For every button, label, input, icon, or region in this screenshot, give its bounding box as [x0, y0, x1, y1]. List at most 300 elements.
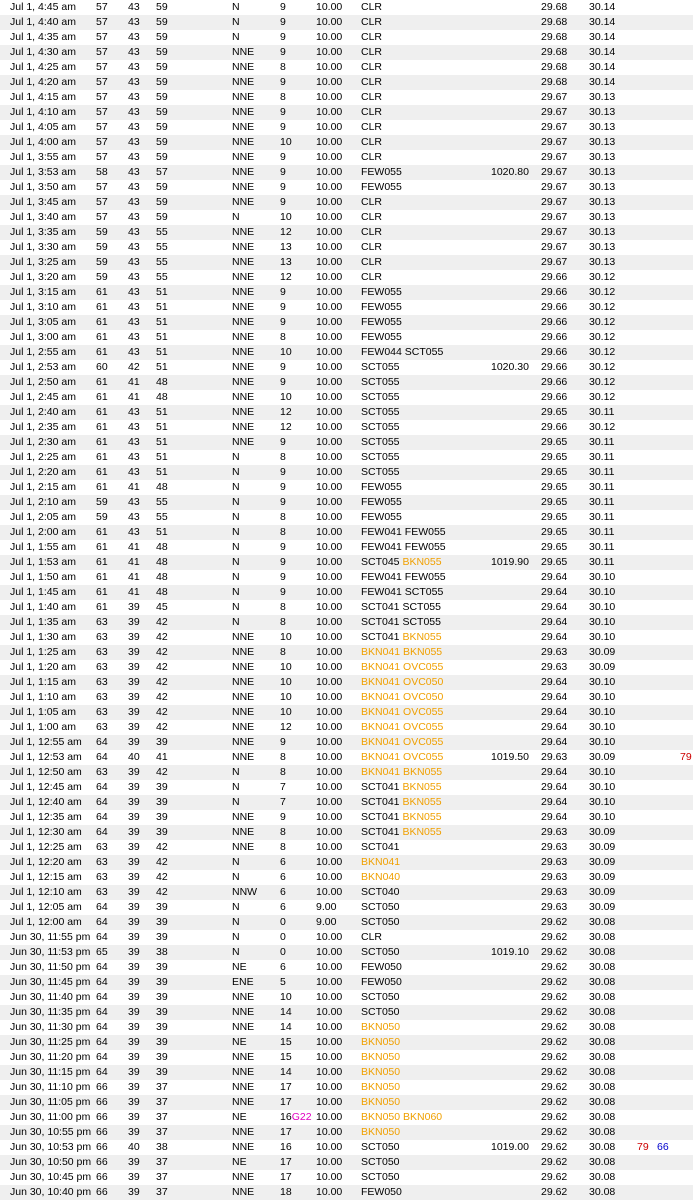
- table-row: [0, 645, 693, 660]
- cell-time: Jul 1, 1:05 am: [10, 706, 76, 718]
- cell-time: Jul 1, 1:15 am: [10, 676, 76, 688]
- cell-humidity: 37: [156, 1171, 168, 1183]
- cell-altimeter: 29.66: [541, 271, 568, 283]
- cell-humidity: 39: [156, 991, 168, 1003]
- cell-wind-speed: 10: [280, 211, 292, 223]
- cell-station-pressure: 30.10: [589, 721, 616, 733]
- cell-wind-speed: 9: [280, 811, 286, 823]
- cell-visibility: 10.00: [316, 196, 343, 208]
- cell-wind-speed: 14: [280, 1006, 292, 1018]
- table-row: [0, 585, 693, 600]
- cell-visibility: 10.00: [316, 136, 343, 148]
- cell-humidity: 55: [156, 241, 168, 253]
- cloud-layer: SCT055: [402, 616, 441, 628]
- cell-visibility: 10.00: [316, 946, 343, 958]
- cloud-layer: SCT055: [361, 436, 400, 448]
- cell-wind-speed: 9: [280, 46, 286, 58]
- cell-station-pressure: 30.13: [589, 241, 616, 253]
- cell-wind-direction: NNE: [232, 1171, 255, 1183]
- cell-humidity: 59: [156, 46, 168, 58]
- cell-sky-conditions: [361, 825, 442, 840]
- cell-sky-conditions: [361, 45, 382, 60]
- cell-sky-conditions: [361, 255, 382, 270]
- cell-altimeter: 29.62: [541, 916, 568, 928]
- cell-sky-conditions: [361, 390, 400, 405]
- cell-visibility: 10.00: [316, 1, 343, 13]
- table-row: [0, 15, 693, 30]
- cell-altimeter: 29.64: [541, 631, 568, 643]
- table-row: [0, 75, 693, 90]
- cell-dewpoint: 43: [128, 76, 140, 88]
- cell-humidity: 42: [156, 661, 168, 673]
- cell-time: Jun 30, 11:00 pm: [10, 1111, 91, 1123]
- cell-wind-direction: NNE: [232, 91, 255, 103]
- table-row: [0, 150, 693, 165]
- cell-wind-speed: 9: [280, 436, 286, 448]
- cell-wind-direction: NNE: [232, 1021, 255, 1033]
- cell-wind-direction: N: [232, 571, 240, 583]
- cell-altimeter: 29.67: [541, 151, 568, 163]
- cell-time: Jul 1, 1:53 am: [10, 556, 76, 568]
- cell-sky-conditions: [361, 855, 400, 870]
- cell-visibility: 10.00: [316, 121, 343, 133]
- cell-station-pressure: 30.12: [589, 421, 616, 433]
- cell-temperature: 66: [96, 1186, 108, 1198]
- cell-wind-direction: NNE: [232, 166, 255, 178]
- cloud-layer: BKN041: [361, 856, 401, 868]
- cell-visibility: 10.00: [316, 61, 343, 73]
- cell-temperature: 66: [96, 1141, 108, 1153]
- cell-altimeter: 29.64: [541, 676, 568, 688]
- cell-sky-conditions: [361, 600, 441, 615]
- cell-time: Jul 1, 12:05 am: [10, 901, 82, 913]
- cell-wind-direction: NNE: [232, 1126, 255, 1138]
- cell-humidity: 55: [156, 271, 168, 283]
- cell-station-pressure: 30.10: [589, 736, 616, 748]
- cell-station-pressure: 30.11: [589, 541, 615, 553]
- cell-sky-conditions: [361, 735, 443, 750]
- cell-visibility: 10.00: [316, 706, 343, 718]
- cell-visibility: 10.00: [316, 331, 343, 343]
- cell-altimeter: 29.67: [541, 136, 568, 148]
- table-row: [0, 120, 693, 135]
- cell-wind-direction: NNE: [232, 721, 255, 733]
- cell-sky-conditions: [361, 75, 382, 90]
- table-row: [0, 540, 693, 555]
- cell-visibility: 10.00: [316, 556, 343, 568]
- cell-wind-speed: 9: [280, 106, 286, 118]
- cell-temperature: 63: [96, 766, 108, 778]
- cell-station-pressure: 30.11: [589, 466, 615, 478]
- cell-visibility: 10.00: [316, 721, 343, 733]
- table-row: [0, 315, 693, 330]
- cell-wind-speed: 9: [280, 586, 286, 598]
- cell-temperature: 57: [96, 46, 108, 58]
- cloud-layer: BKN041: [361, 676, 401, 688]
- cell-station-pressure: 30.09: [589, 826, 616, 838]
- cell-sky-conditions: [361, 330, 402, 345]
- cell-altimeter: 29.67: [541, 121, 568, 133]
- cloud-layer: FEW050: [361, 1186, 402, 1198]
- cell-wind-speed: 9: [280, 316, 286, 328]
- cell-station-pressure: 30.09: [589, 886, 616, 898]
- cloud-layer: CLR: [361, 151, 383, 163]
- cell-humidity: 59: [156, 1, 168, 13]
- cell-wind-direction: NNE: [232, 241, 255, 253]
- cell-station-pressure: 30.11: [589, 436, 615, 448]
- cell-sky-conditions: [361, 405, 400, 420]
- cell-temperature: 65: [96, 946, 108, 958]
- cell-dewpoint: 40: [128, 751, 140, 763]
- cell-sky-conditions: [361, 1050, 400, 1065]
- cell-sky-conditions: [361, 1155, 400, 1170]
- cell-visibility: 10.00: [316, 436, 343, 448]
- cloud-layer: FEW055: [361, 286, 402, 298]
- cell-wind-direction: NNE: [232, 46, 255, 58]
- cell-altimeter: 29.67: [541, 196, 568, 208]
- cell-station-pressure: 30.08: [589, 931, 616, 943]
- cloud-layer: OVC055: [403, 736, 444, 748]
- cloud-layer: SCT050: [361, 946, 400, 958]
- cell-wind-direction: N: [232, 16, 240, 28]
- cell-temperature: 61: [96, 436, 108, 448]
- cell-wind-speed: 13: [280, 241, 292, 253]
- cloud-layer: SCT041: [361, 616, 400, 628]
- cell-sky-conditions: [361, 1005, 400, 1020]
- cell-wind-direction: N: [232, 481, 240, 493]
- cloud-layer: FEW041: [361, 586, 402, 598]
- cell-dewpoint: 39: [128, 631, 140, 643]
- cell-sky-conditions: [361, 930, 382, 945]
- cell-station-pressure: 30.11: [589, 496, 615, 508]
- cell-dewpoint: 43: [128, 496, 140, 508]
- cell-dewpoint: 43: [128, 436, 140, 448]
- cell-sky-conditions: [361, 315, 402, 330]
- cloud-layer: OVC055: [403, 661, 444, 673]
- cell-dewpoint: 43: [128, 151, 140, 163]
- cell-temperature: 57: [96, 211, 108, 223]
- cell-altimeter: 29.65: [541, 406, 568, 418]
- cell-sky-conditions: [361, 885, 400, 900]
- cell-humidity: 39: [156, 736, 168, 748]
- cloud-layer: BKN055: [402, 781, 442, 793]
- cell-wind-speed: 9: [280, 496, 286, 508]
- cell-humidity: 51: [156, 406, 168, 418]
- cell-humidity: 37: [156, 1081, 168, 1093]
- cell-humidity: 51: [156, 526, 168, 538]
- cloud-layer: CLR: [361, 256, 383, 268]
- cell-dewpoint: 39: [128, 961, 140, 973]
- cell-humidity: 55: [156, 511, 168, 523]
- cell-visibility: 10.00: [316, 256, 343, 268]
- table-row: [0, 435, 693, 450]
- cell-time: Jul 1, 2:30 am: [10, 436, 76, 448]
- cell-time: Jun 30, 10:50 pm: [10, 1156, 92, 1168]
- cell-altimeter: 29.62: [541, 1111, 568, 1123]
- cell-wind-direction: N: [232, 856, 240, 868]
- cell-temperature: 63: [96, 691, 108, 703]
- cell-station-pressure: 30.10: [589, 616, 616, 628]
- cell-temperature: 63: [96, 841, 108, 853]
- cell-wind-speed: 9: [280, 151, 286, 163]
- cloud-layer: SCT050: [361, 916, 400, 928]
- cloud-layer: SCT041: [361, 811, 400, 823]
- cell-visibility: 10.00: [316, 601, 343, 613]
- cell-sky-conditions: [361, 210, 382, 225]
- cloud-layer: CLR: [361, 91, 383, 103]
- cell-temperature: 64: [96, 811, 108, 823]
- cell-dewpoint: 39: [128, 916, 140, 928]
- cell-time: Jun 30, 10:53 pm: [10, 1141, 92, 1153]
- cell-station-pressure: 30.11: [589, 526, 615, 538]
- table-row: [0, 465, 693, 480]
- cell-visibility: 10.00: [316, 421, 343, 433]
- cell-wind-speed: 5: [280, 976, 286, 988]
- cell-wind-speed: 8: [280, 451, 286, 463]
- cell-humidity: 59: [156, 76, 168, 88]
- cell-altimeter: 29.66: [541, 286, 568, 298]
- cell-time: Jul 1, 3:35 am: [10, 226, 76, 238]
- cell-wind-direction: NNE: [232, 991, 255, 1003]
- cloud-layer: BKN050: [361, 1096, 401, 1108]
- cell-wind-direction: N: [232, 451, 240, 463]
- cell-temperature: 64: [96, 901, 108, 913]
- cloud-layer: FEW055: [361, 331, 402, 343]
- cell-wind-speed: 9: [280, 481, 286, 493]
- cell-dewpoint: 43: [128, 1, 140, 13]
- table-row: [0, 345, 693, 360]
- cell-sky-conditions: [361, 165, 402, 180]
- table-row: [0, 1035, 693, 1050]
- cloud-layer: CLR: [361, 226, 383, 238]
- cell-visibility: 10.00: [316, 181, 343, 193]
- table-row: [0, 360, 693, 375]
- cell-altimeter: 29.64: [541, 586, 568, 598]
- cell-dewpoint: 43: [128, 226, 140, 238]
- cell-sky-conditions: [361, 105, 382, 120]
- cell-humidity: 42: [156, 691, 168, 703]
- cloud-layer: SCT050: [361, 901, 400, 913]
- cell-wind-direction: NNW: [232, 886, 258, 898]
- cloud-layer: CLR: [361, 31, 383, 43]
- cell-visibility: 10.00: [316, 856, 343, 868]
- cell-sky-conditions: [361, 1110, 442, 1125]
- cell-altimeter: 29.65: [541, 541, 568, 553]
- cell-dewpoint: 39: [128, 676, 140, 688]
- cell-temperature: 66: [96, 1096, 108, 1108]
- cell-wind-direction: NNE: [232, 646, 255, 658]
- cloud-layer: BKN041: [361, 691, 401, 703]
- cell-temperature: 63: [96, 676, 108, 688]
- cell-station-pressure: 30.09: [589, 751, 616, 763]
- cell-time: Jul 1, 3:20 am: [10, 271, 76, 283]
- table-row: [0, 495, 693, 510]
- cell-station-pressure: 30.08: [589, 1066, 616, 1078]
- cell-sky-conditions: [361, 150, 382, 165]
- cell-station-pressure: 30.11: [589, 406, 615, 418]
- cell-station-pressure: 30.08: [589, 946, 616, 958]
- table-row: [0, 990, 693, 1005]
- cell-time: Jul 1, 3:50 am: [10, 181, 76, 193]
- cell-humidity: 51: [156, 451, 168, 463]
- cell-altimeter: 29.65: [541, 436, 568, 448]
- cell-sky-conditions: [361, 1080, 400, 1095]
- cell-wind-speed: 8: [280, 826, 286, 838]
- cell-humidity: 42: [156, 616, 168, 628]
- cloud-layer: CLR: [361, 211, 383, 223]
- cell-station-pressure: 30.08: [589, 1111, 616, 1123]
- cell-time: Jul 1, 2:35 am: [10, 421, 76, 433]
- cell-dewpoint: 39: [128, 1171, 140, 1183]
- cell-dewpoint: 43: [128, 46, 140, 58]
- table-row: [0, 195, 693, 210]
- table-row: [0, 720, 693, 735]
- cell-station-pressure: 30.10: [589, 796, 616, 808]
- table-row: [0, 270, 693, 285]
- cell-time: Jun 30, 11:53 pm: [10, 946, 91, 958]
- table-row: [0, 825, 693, 840]
- cell-sky-conditions: [361, 645, 442, 660]
- cell-humidity: 57: [156, 166, 168, 178]
- cell-temperature: 57: [96, 106, 108, 118]
- cell-visibility: 10.00: [316, 1021, 343, 1033]
- table-row: [0, 510, 693, 525]
- cell-sky-conditions: [361, 975, 402, 990]
- cell-wind-speed: 9: [280, 31, 286, 43]
- cell-station-pressure: 30.12: [589, 391, 616, 403]
- wind-gust: G22: [291, 1111, 312, 1123]
- cell-temperature: 63: [96, 886, 108, 898]
- cell-sea-level-pressure: 1019.10: [491, 946, 529, 958]
- cell-humidity: 48: [156, 481, 168, 493]
- cell-station-pressure: 30.08: [589, 1051, 616, 1063]
- cell-sky-conditions: [361, 1140, 400, 1155]
- cell-sky-conditions: [361, 960, 402, 975]
- cell-wind-speed: 8: [280, 766, 286, 778]
- cell-altimeter: 29.62: [541, 1186, 568, 1198]
- cell-dewpoint: 43: [128, 181, 140, 193]
- cell-wind-speed: 12: [280, 271, 292, 283]
- cell-altimeter: 29.65: [541, 511, 568, 523]
- cell-humidity: 39: [156, 1021, 168, 1033]
- cell-sky-conditions: [361, 750, 443, 765]
- cell-time: Jul 1, 2:53 am: [10, 361, 76, 373]
- table-row: [0, 1140, 693, 1155]
- cell-wind-speed: 15: [280, 1036, 292, 1048]
- cell-sky-conditions: [361, 360, 400, 375]
- cell-wind-direction: N: [232, 556, 240, 568]
- cell-humidity: 37: [156, 1096, 168, 1108]
- cloud-layer: FEW041: [361, 571, 402, 583]
- cloud-layer: CLR: [361, 241, 383, 253]
- cell-visibility: 10.00: [316, 526, 343, 538]
- cell-sky-conditions: [361, 780, 442, 795]
- cell-wind-direction: N: [232, 466, 240, 478]
- cell-temperature: 64: [96, 961, 108, 973]
- cell-dewpoint: 39: [128, 901, 140, 913]
- cell-visibility: 10.00: [316, 1066, 343, 1078]
- cell-wind-speed: 10: [280, 631, 292, 643]
- cell-visibility: 10.00: [316, 1171, 343, 1183]
- cell-sky-conditions: [361, 1035, 400, 1050]
- cloud-layer: OVC050: [403, 691, 444, 703]
- cloud-layer: SCT040: [361, 886, 400, 898]
- cell-altimeter: 29.67: [541, 256, 568, 268]
- cloud-layer: SCT050: [361, 1006, 400, 1018]
- cell-station-pressure: 30.08: [589, 1186, 616, 1198]
- cell-temperature: 64: [96, 796, 108, 808]
- cell-temperature: 61: [96, 541, 108, 553]
- cell-wind-direction: NE: [232, 1111, 247, 1123]
- table-row: [0, 1050, 693, 1065]
- cell-station-pressure: 30.09: [589, 646, 616, 658]
- cell-altimeter: 29.67: [541, 211, 568, 223]
- cell-temperature: 59: [96, 511, 108, 523]
- cell-humidity: 59: [156, 151, 168, 163]
- cell-humidity: 59: [156, 91, 168, 103]
- cell-sky-conditions: [361, 1185, 402, 1200]
- cell-sky-conditions: [361, 1020, 400, 1035]
- cell-time: Jul 1, 3:05 am: [10, 316, 76, 328]
- cell-visibility: 10.00: [316, 781, 343, 793]
- cell-station-pressure: 30.10: [589, 586, 616, 598]
- cell-station-pressure: 30.13: [589, 106, 616, 118]
- cloud-layer: BKN040: [361, 871, 401, 883]
- cell-dewpoint: 39: [128, 991, 140, 1003]
- cell-wind-speed: 13: [280, 256, 292, 268]
- cell-station-pressure: 30.14: [589, 46, 616, 58]
- cloud-layer: CLR: [361, 106, 383, 118]
- table-row: [0, 45, 693, 60]
- cell-visibility: 10.00: [316, 391, 343, 403]
- cloud-layer: CLR: [361, 136, 383, 148]
- cell-humidity: 39: [156, 976, 168, 988]
- cell-humidity: 42: [156, 646, 168, 658]
- cell-station-pressure: 30.11: [589, 451, 615, 463]
- cell-time: Jul 1, 4:15 am: [10, 91, 76, 103]
- table-row: [0, 1185, 693, 1200]
- cell-wind-direction: NNE: [232, 406, 255, 418]
- cell-time: Jul 1, 2:20 am: [10, 466, 76, 478]
- cell-station-pressure: 30.11: [589, 481, 615, 493]
- cloud-layer: FEW050: [361, 976, 402, 988]
- cell-wind-speed: 6: [280, 961, 286, 973]
- cell-humidity: 39: [156, 1006, 168, 1018]
- cell-altimeter: 29.64: [541, 706, 568, 718]
- cell-wind-direction: NNE: [232, 841, 255, 853]
- cell-wind-direction: NNE: [232, 181, 255, 193]
- cell-sky-conditions: [361, 180, 402, 195]
- cell-temperature: 64: [96, 1066, 108, 1078]
- cell-temperature: 63: [96, 661, 108, 673]
- cell-dewpoint: 43: [128, 31, 140, 43]
- cell-sky-conditions: [361, 480, 402, 495]
- cell-visibility: 10.00: [316, 811, 343, 823]
- cell-temperature: 64: [96, 736, 108, 748]
- cell-wind-speed: 0: [280, 931, 286, 943]
- cell-wind-speed: 18: [280, 1186, 292, 1198]
- cloud-layer: CLR: [361, 76, 383, 88]
- cell-station-pressure: 30.14: [589, 61, 616, 73]
- cell-time: Jul 1, 1:00 am: [10, 721, 76, 733]
- cell-temperature: 61: [96, 571, 108, 583]
- cell-temperature: 63: [96, 646, 108, 658]
- cell-humidity: 39: [156, 1051, 168, 1063]
- cell-humidity: 55: [156, 256, 168, 268]
- cell-time: Jul 1, 2:40 am: [10, 406, 76, 418]
- cell-wind-speed: 6: [280, 901, 286, 913]
- cell-wind-direction: NNE: [232, 1096, 255, 1108]
